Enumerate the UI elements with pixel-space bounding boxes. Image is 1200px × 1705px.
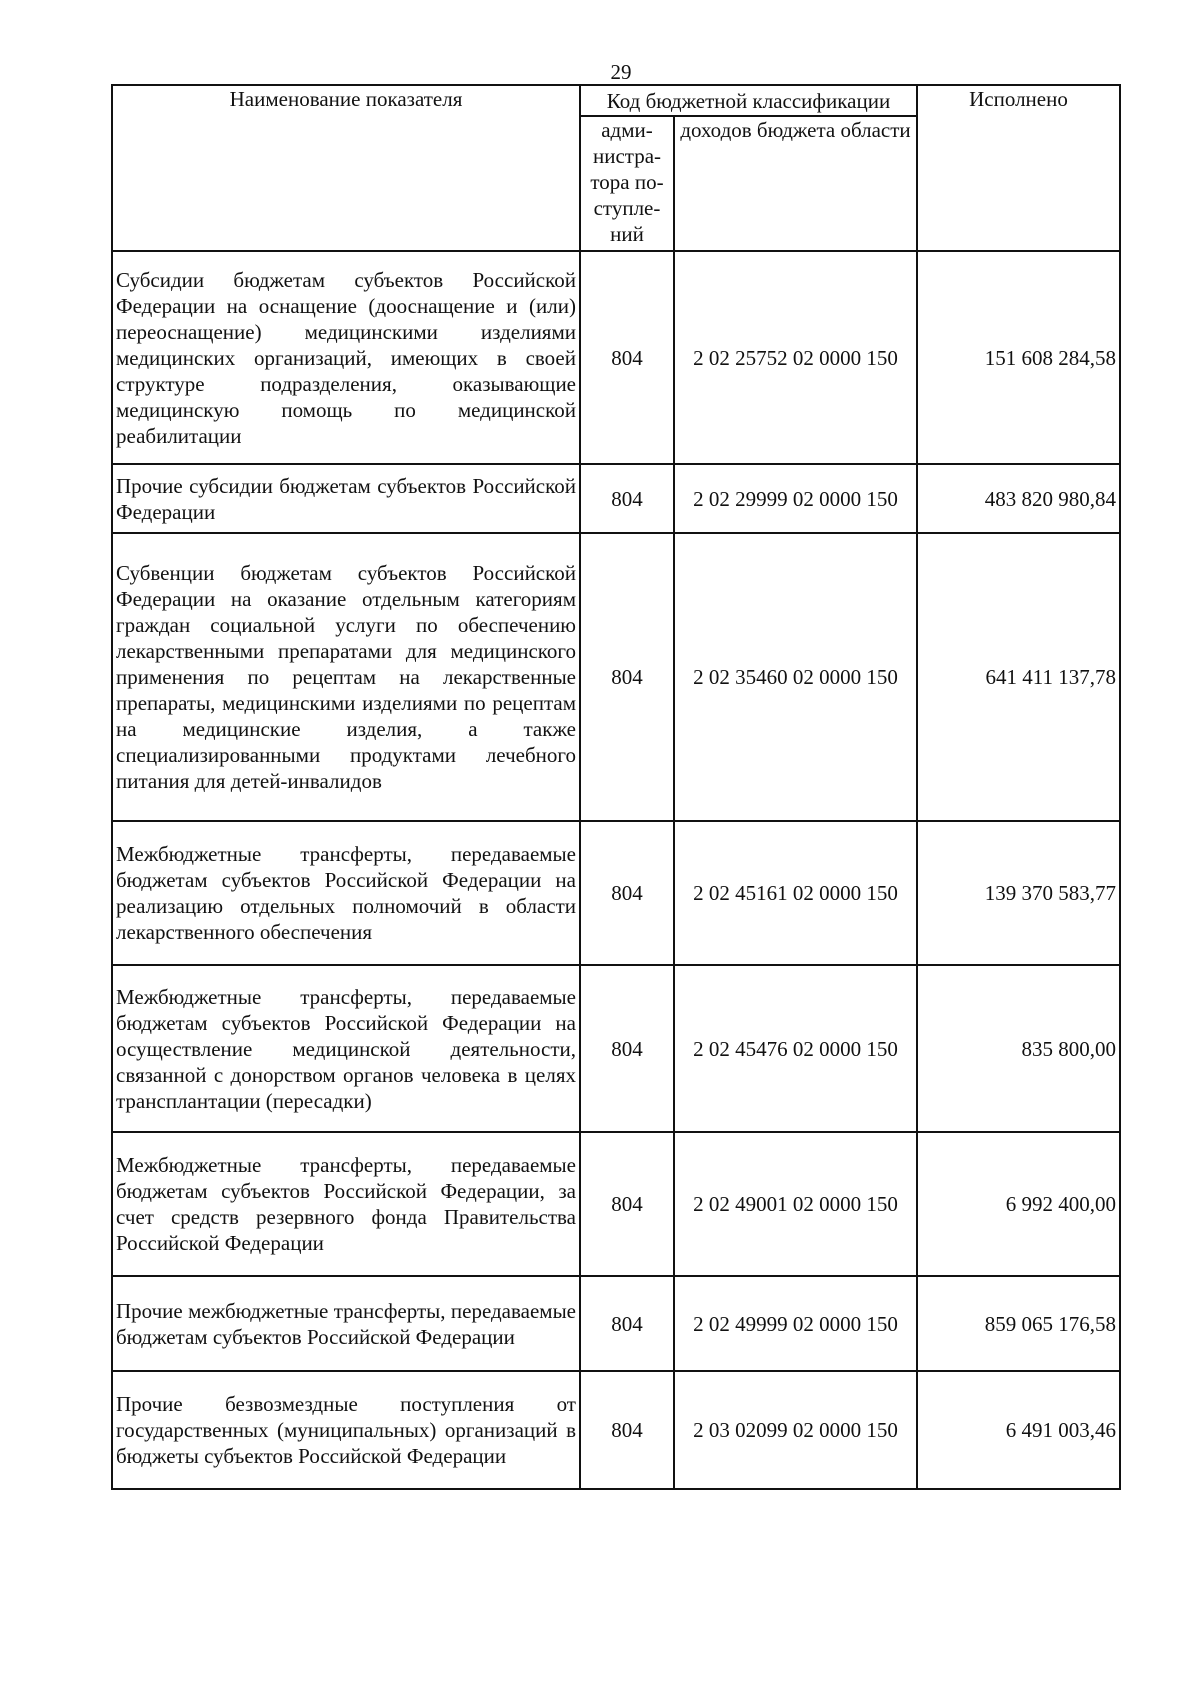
row-name: Прочие субсидии бюджетам субъектов Российской Федерации bbox=[112, 464, 580, 533]
table-row bbox=[112, 464, 1120, 533]
row-executed: 483 820 980,84 bbox=[917, 464, 1120, 533]
header-budget-code: Код бюджетной классификации bbox=[580, 85, 917, 116]
row-name: Межбюджетные трансферты, передаваемые бюджетам субъектов Российской Федерации на реализацию отдельных полномочий в области лекарственного обеспечения bbox=[112, 821, 580, 965]
row-admin-code: 804 bbox=[580, 1132, 674, 1276]
row-income-code: 2 02 49999 02 0000 150 bbox=[674, 1276, 917, 1371]
row-admin-code: 804 bbox=[580, 251, 674, 464]
row-executed: 139 370 583,77 bbox=[917, 821, 1120, 965]
header-income-code: доходов бюджета области bbox=[674, 116, 917, 251]
header-executed: Исполнено bbox=[917, 85, 1120, 251]
row-admin-code: 804 bbox=[580, 965, 674, 1132]
row-income-code: 2 02 45161 02 0000 150 bbox=[674, 821, 917, 965]
row-income-code: 2 02 25752 02 0000 150 bbox=[674, 251, 917, 464]
row-name: Прочие безвозмездные поступления от государственных (муниципальных) организаций в бюджеты субъектов Российской Федерации bbox=[112, 1371, 580, 1489]
row-executed: 151 608 284,58 bbox=[917, 251, 1120, 464]
row-admin-code: 804 bbox=[580, 533, 674, 821]
row-admin-code: 804 bbox=[580, 1276, 674, 1371]
table-row bbox=[112, 1276, 1120, 1371]
row-name: Межбюджетные трансферты, передаваемые бюджетам субъектов Российской Федерации, за счет средств резервного фонда Правительства Российской Федерации bbox=[112, 1132, 580, 1276]
row-admin-code: 804 bbox=[580, 464, 674, 533]
row-executed: 6 992 400,00 bbox=[917, 1132, 1120, 1276]
row-admin-code: 804 bbox=[580, 1371, 674, 1489]
page-number: 29 bbox=[610, 60, 632, 84]
header-admin-code: адми-нистра-тора по-ступле-ний bbox=[580, 116, 674, 251]
header-indicator-name: Наименование показателя bbox=[112, 85, 580, 251]
row-executed: 835 800,00 bbox=[917, 965, 1120, 1132]
row-income-code: 2 02 49001 02 0000 150 bbox=[674, 1132, 917, 1276]
table-row bbox=[112, 1371, 1120, 1489]
table-row bbox=[112, 1132, 1120, 1276]
table-row bbox=[112, 821, 1120, 965]
row-executed: 6 491 003,46 bbox=[917, 1371, 1120, 1489]
row-name: Прочие межбюджетные трансферты, передаваемые бюджетам субъектов Российской Федерации bbox=[112, 1276, 580, 1371]
row-executed: 641 411 137,78 bbox=[917, 533, 1120, 821]
row-executed: 859 065 176,58 bbox=[917, 1276, 1120, 1371]
table-row bbox=[112, 533, 1120, 821]
row-income-code: 2 02 45476 02 0000 150 bbox=[674, 965, 917, 1132]
row-name: Субвенции бюджетам субъектов Российской Федерации на оказание отдельным категориям граждан социальной услуги по обеспечению лекарственными препаратами для медицинского применения по рецептам на лекарственные препараты, медицинскими изделиями по рецептам на медицинские изделия, а также специализированными продуктами лечебного питания для детей-инвалидов bbox=[112, 533, 580, 821]
row-name: Межбюджетные трансферты, передаваемые бюджетам субъектов Российской Федерации на осуществление медицинской деятельности, связанной с донорством органов человека в целях трансплантации (пересадки) bbox=[112, 965, 580, 1132]
table-row bbox=[112, 251, 1120, 464]
row-income-code: 2 03 02099 02 0000 150 bbox=[674, 1371, 917, 1489]
row-admin-code: 804 bbox=[580, 821, 674, 965]
row-income-code: 2 02 35460 02 0000 150 bbox=[674, 533, 917, 821]
table-row bbox=[112, 965, 1120, 1132]
row-name: Субсидии бюджетам субъектов Российской Федерации на оснащение (дооснащение и (или) переоснащение) медицинскими изделиями медицинских организаций, имеющих в своей структуре подразделения, оказывающие медицинскую помощь по медицинской реабилитации bbox=[112, 251, 580, 464]
row-income-code: 2 02 29999 02 0000 150 bbox=[674, 464, 917, 533]
budget-table bbox=[111, 84, 1121, 1490]
